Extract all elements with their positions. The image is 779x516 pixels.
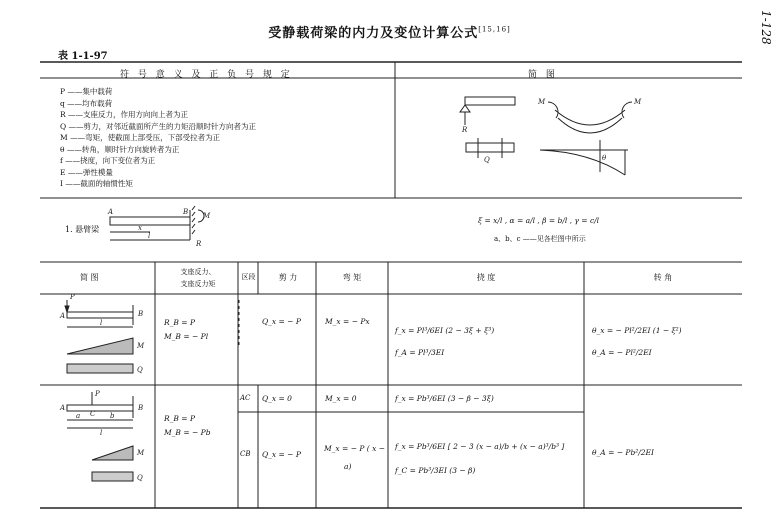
svg-text:A: A [60,404,66,412]
svg-text:M: M [538,98,546,106]
cantilever-sketch [110,206,204,240]
ratio-note: a、b、c ——见各栏图中所示 [494,235,586,243]
svg-text:P: P [95,390,100,398]
svg-text:Q: Q [484,156,490,164]
row2-deflection-ac: f_x = Pb³/6EI (3 − β − 3ξ) [395,394,494,403]
svg-text:Q: Q [137,474,143,482]
col-header-sketch: 简 图 [80,273,99,282]
svg-text:P: P [70,293,75,301]
row1-moment: M_x = − Px [325,317,370,326]
svg-text:B: B [138,404,144,412]
svg-text:M: M [137,342,145,350]
svg-text:R: R [196,240,202,248]
row2-rotation: θ_A = − Pb²/2EI [592,448,654,457]
svg-text:θ: θ [602,154,607,162]
legend-item: f ——挠度，向下变位者为正 [60,156,156,165]
svg-text:A: A [60,312,66,320]
segment-ac: AC [240,394,251,402]
legend-item: q ——均布载荷 [60,98,113,108]
symbols-header: 符 号 意 义 及 正 负 号 规 定 [120,70,293,80]
row1-sketch [65,300,133,373]
svg-text:l: l [148,232,151,240]
row2-deflection-cb: f_x = Pb³/6EI [ 2 − 3 (x − a)/b + (x − a)³/b³ ] f_C = Pb³/3EI (3 − β) [395,442,565,475]
svg-text:l: l [100,429,103,437]
row2-moment-ac: M_x = 0 [325,394,357,403]
table-number: 表 1-1-97 [58,51,108,62]
svg-text:M: M [137,449,145,457]
svg-text:x: x [138,224,142,232]
row2-reactions: R_B = P M_B = − Pb [164,414,211,437]
legend-item: E ——弹性模量 [60,167,113,177]
svg-text:b: b [110,412,115,420]
col-header-moment: 弯 矩 [342,273,362,282]
svg-text:M: M [634,98,642,106]
svg-text:B: B [138,310,144,318]
legend-item: P ——集中载荷 [60,87,113,96]
legend-item: I ——截面的轴惯性矩 [60,179,133,188]
svg-text:R: R [462,126,468,134]
svg-text:a: a [76,412,81,420]
svg-text:l: l [100,319,103,327]
legend-item: R ——支座反力，作用方向向上者为正 [60,110,189,119]
row2-shear-ac: Q_x = 0 [262,394,292,403]
row2-moment-cb: M_x = − P ( x − a) [324,444,386,471]
row1-reactions: R_B = P M_B = − Pl [164,318,209,341]
svg-text:C: C [90,410,96,418]
cantilever-label: 1. 悬臂梁 [65,225,100,234]
svg-text:A: A [108,208,114,216]
col-header-segment: 区段 [241,273,256,281]
col-header-rotation: 转 角 [653,273,673,282]
svg-text:Q: Q [137,366,143,374]
sketch-header: 简 图 [528,70,558,80]
svg-text:M: M [203,212,211,220]
segment-cb: CB [240,450,251,458]
svg-text:B: B [183,208,189,216]
page-number: 1-128 [759,10,773,45]
col-header-reactions: 支座反力、 支座反力矩 [180,268,216,288]
row1-rotation: θ_x = − Pl²/2EI (1 − ξ²) θ_A = − Pl²/2EI [592,326,682,357]
ratio-definitions: ξ = x/l , α = a/l , β = b/l , γ = c/l [478,216,600,225]
page-title: 受静载荷梁的内力及变位计算公式[15,16] [268,25,511,41]
legend-item: Q ——剪力，对邻近截面所产生的力矩沿顺时针方向者为正 [60,121,257,131]
row1-shear: Q_x = − P [262,317,301,326]
row1-deflection: f_x = Pl³/6EI (2 − 3ξ + ξ³) f_A = Pl³/3EI [395,326,495,357]
col-header-deflection: 挠 度 [476,273,496,282]
row2-shear-cb: Q_x = − P [262,450,301,459]
legend-item: M ——弯矩，使截面上部受压，下部受拉者为正 [60,133,221,142]
symbol-legend [60,86,256,190]
col-header-shear: 剪 力 [278,273,298,282]
legend-item: θ ——转角，顺时针方向旋转者为正 [60,144,180,154]
